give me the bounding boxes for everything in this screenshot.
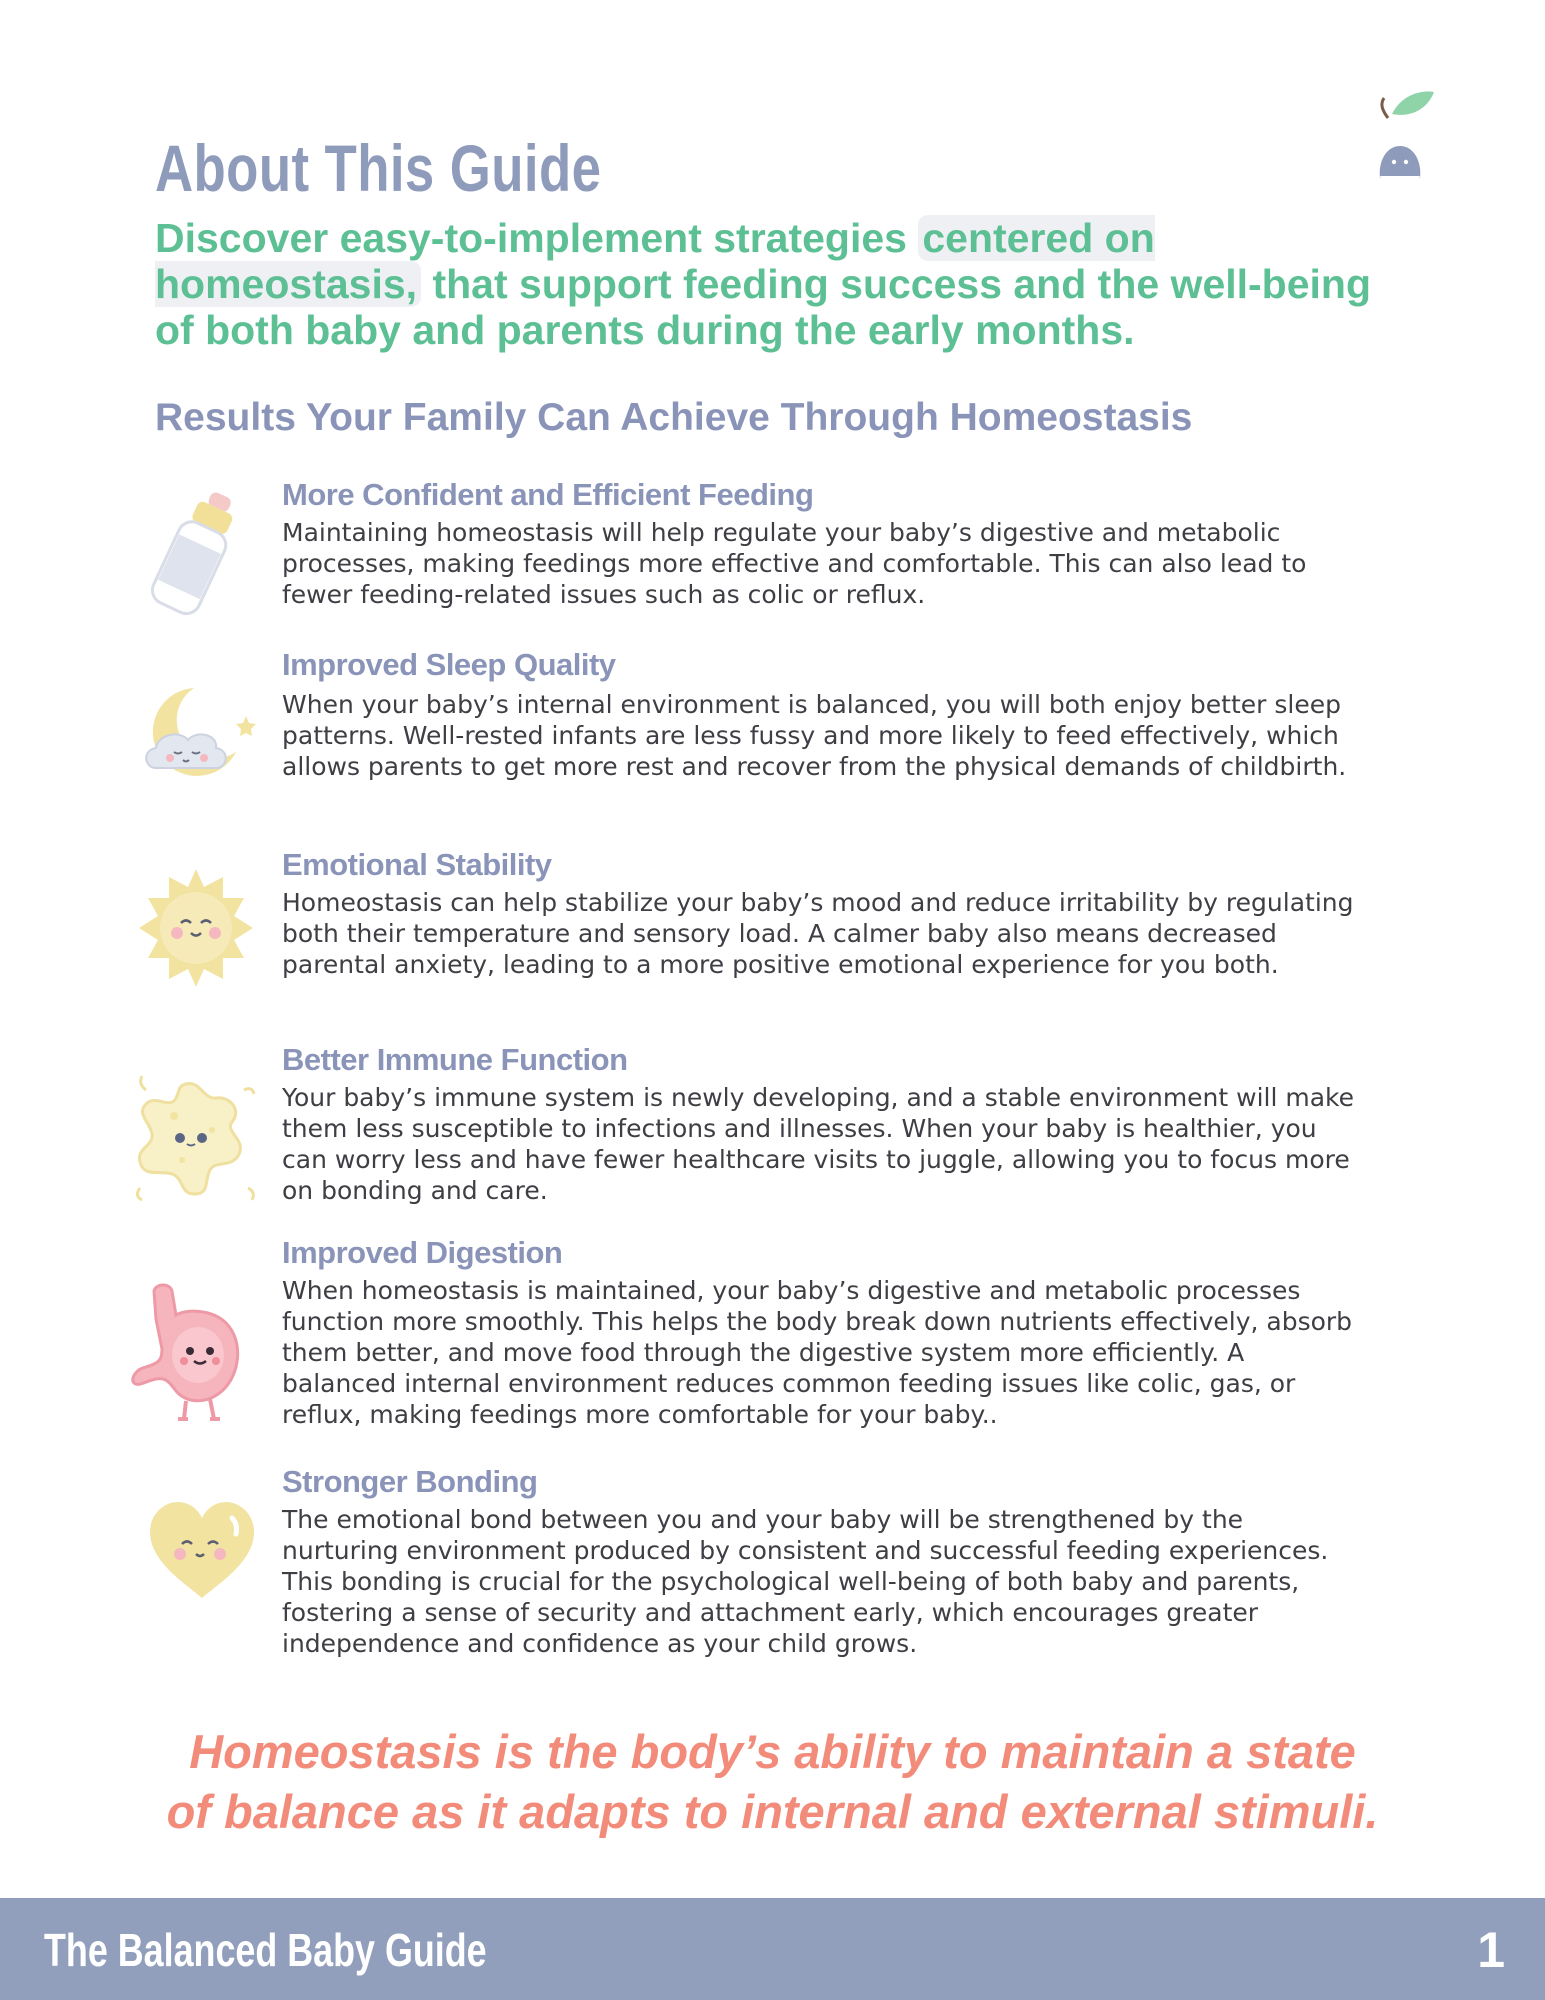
- subtitle-highlight: centered on homeostasis,: [155, 215, 1155, 307]
- intro-subtitle: [155, 215, 1405, 353]
- benefit-title: Better Immune Function: [282, 1042, 628, 1077]
- benefit-body: When homeostasis is maintained, your baby’s digestive and metabolic processes function more smoothly. This helps the body break down nutrients effectively, absorb them better, and move food through the digestive system more efficiently. A balanced internal environment reduces common feeding issues like colic, gas, or reflux, making feedings more comfortable for your baby..: [282, 1276, 1353, 1429]
- benefit-body: Maintaining homeostasis will help regulate your baby’s digestive and metabolic processes, making feedings more effective and comfortable. This can also lead to fewer feeding-related issues such as colic or reflux.: [282, 518, 1307, 609]
- benefit-body: When your baby’s internal environment is balanced, you will both enjoy better sleep patterns. Well-rested infants are less fussy and more likely to feed effectively, which allows parents to get more rest and recover from the physical demands of childbirth.: [282, 690, 1347, 781]
- section-title: Results Your Family Can Achieve Through Homeostasis: [155, 396, 1193, 439]
- benefit-body: Homeostasis can help stabilize your baby’s mood and reduce irritability by regulating both their temperature and sensory load. A calmer baby also means decreased parental anxiety, leading to a more positive emotional experience for you both.: [282, 888, 1354, 979]
- heart-icon: [146, 1498, 258, 1602]
- stomach-icon: [126, 1279, 256, 1429]
- subtitle-text-start: Discover easy-to-implement strategies: [155, 215, 919, 261]
- benefit-title: Improved Sleep Quality: [282, 647, 616, 682]
- sun-icon: [133, 865, 259, 991]
- baby-bottle-icon: [140, 485, 250, 625]
- subtitle-text-end: that support feeding success and the well-being of both baby and parents during the early months.: [155, 261, 1372, 353]
- footer-title: The Balanced Baby Guide: [44, 1924, 487, 1976]
- immune-cell-icon: [126, 1070, 262, 1206]
- peach-logo-icon: [1340, 88, 1435, 223]
- moon-cloud-icon: [136, 680, 260, 790]
- page-title: About This Guide: [155, 131, 602, 205]
- benefit-title: Emotional Stability: [282, 847, 552, 882]
- benefit-title: More Confident and Efficient Feeding: [282, 477, 814, 512]
- footer-bar: [0, 1898, 1545, 2000]
- benefit-body: Your baby’s immune system is newly developing, and a stable environment will make them less susceptible to infections and illnesses. When your baby is healthier, you can worry less and have fewer healthcare visits to juggle, allowing you to focus more on bonding and care.: [282, 1083, 1355, 1205]
- benefit-title: Stronger Bonding: [282, 1464, 538, 1499]
- homeostasis-quote: [0, 1722, 1545, 1842]
- benefit-title: Improved Digestion: [282, 1235, 563, 1270]
- benefit-body: The emotional bond between you and your baby will be strengthened by the nurturing environment produced by consistent and successful feeding experiences. This bonding is crucial for the psychological well-being of both baby and parents, fostering a sense of security and attachment early, which encourages greater independence and confidence as your child grows.: [282, 1505, 1329, 1658]
- quote-line-2: of balance as it adapts to internal and external stimuli.: [166, 1785, 1379, 1838]
- page-number: 1: [1477, 1922, 1505, 1978]
- quote-line-1: Homeostasis is the body’s ability to maintain a state: [189, 1725, 1356, 1778]
